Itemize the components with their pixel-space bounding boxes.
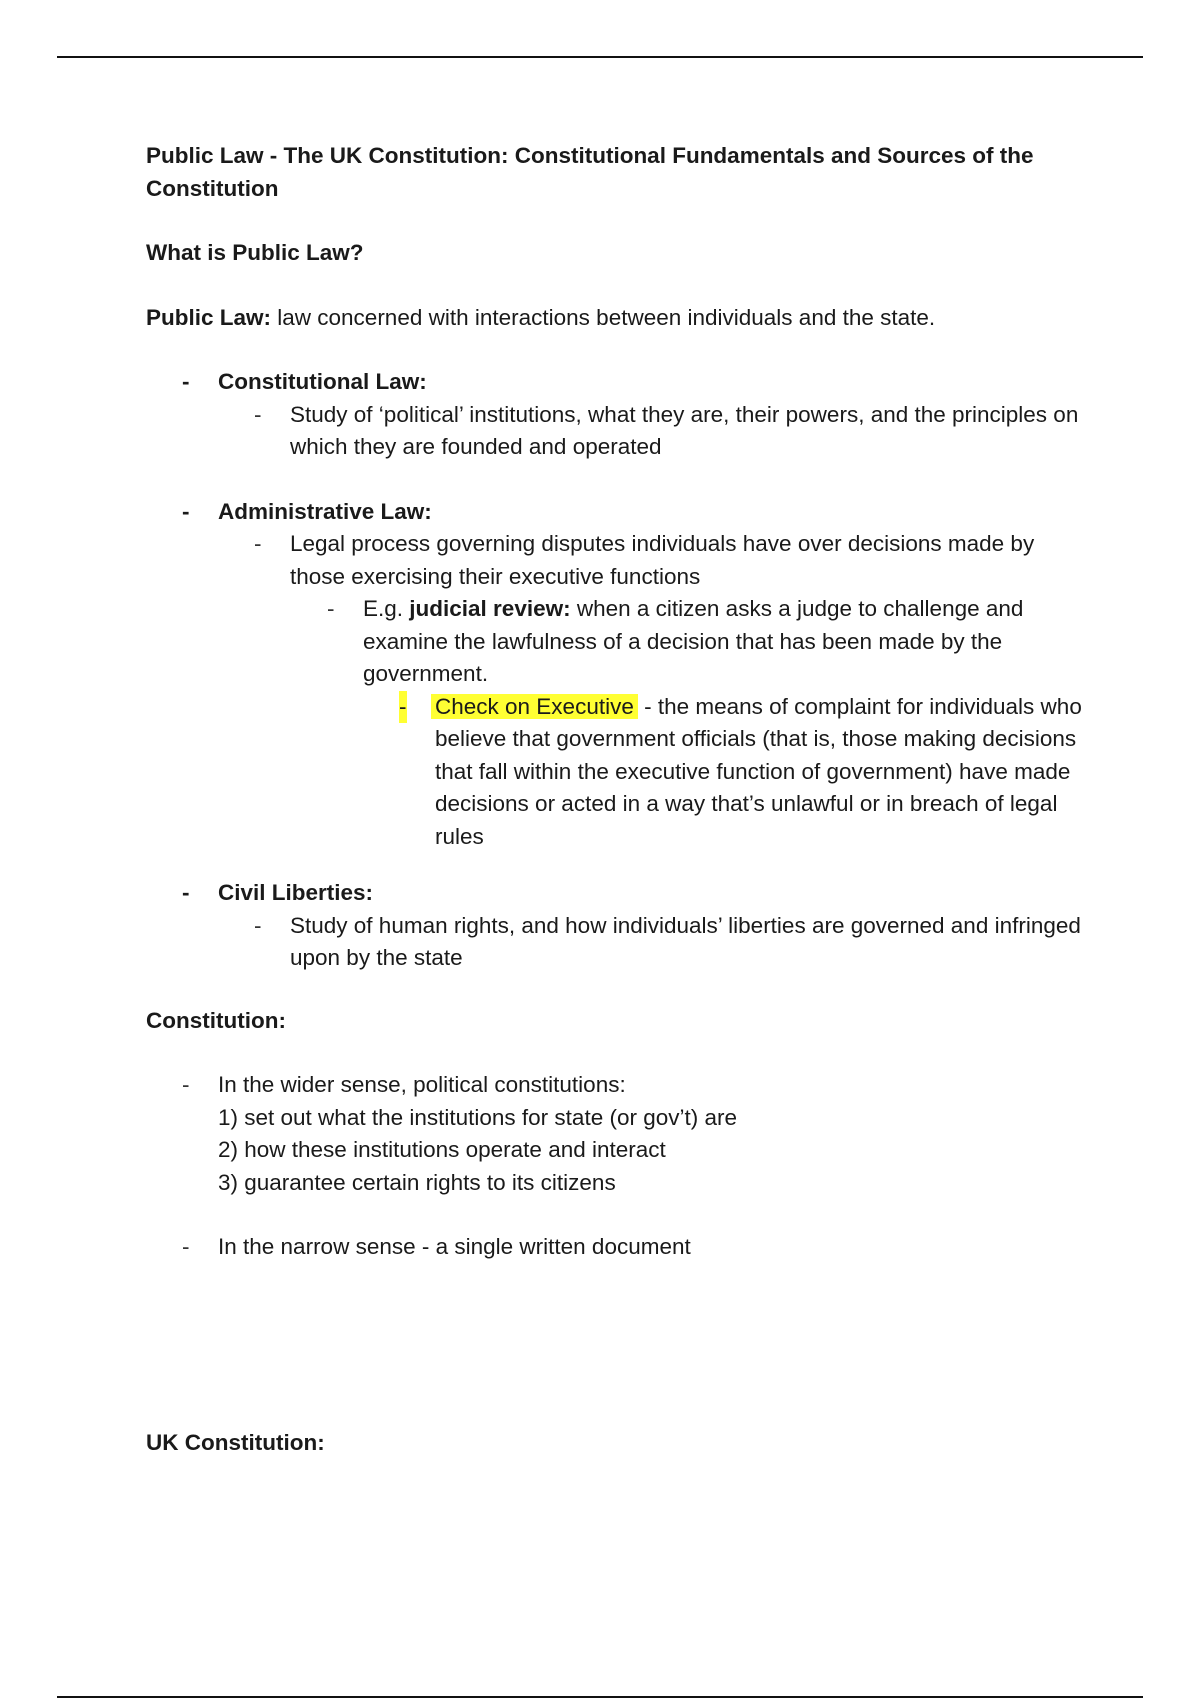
check-on-executive-point <box>399 691 1086 854</box>
bullet-dash: - <box>254 912 262 938</box>
bullet-dash: - <box>327 596 335 621</box>
public-law-definition <box>146 302 1086 335</box>
bullet-dash: - <box>182 1072 190 1097</box>
constitution-wider-item-2: 2) how these institutions operate and interact <box>218 1137 666 1162</box>
constitution-narrow-item <box>182 1231 1086 1264</box>
administrative-law-item <box>182 496 1086 529</box>
civil-liberties-text: Study of human rights, and how individuals’ liberties are governed and infringed upon by the state <box>290 912 1081 970</box>
bottom-rule <box>57 1696 1143 1698</box>
bullet-dash: - <box>182 498 190 524</box>
administrative-law-text: Legal process governing disputes individuals have over decisions made by those exercising their executive functions <box>290 531 1035 589</box>
top-rule <box>57 56 1143 58</box>
bullet-dash: - <box>399 691 407 724</box>
constitution-narrow-text: In the narrow sense - a single written document <box>218 1234 691 1259</box>
constitutional-law-heading: Constitutional Law: <box>218 369 427 394</box>
judicial-review-example <box>327 593 1086 691</box>
administrative-law-heading: Administrative Law: <box>218 498 432 524</box>
example-prefix: E.g. <box>363 596 410 621</box>
constitution-wider-item-3: 3) guarantee certain rights to its citizens <box>218 1169 616 1195</box>
document-title: Public Law - The UK Constitution: Constitutional Fundamentals and Sources of the Constitution <box>146 143 1034 201</box>
bullet-dash: - <box>182 1234 190 1259</box>
bullet-dash: - <box>182 880 190 905</box>
constitution-wider-item <box>182 1069 1086 1199</box>
check-on-executive-text: - the means of complaint for individuals who believe that government officials (that is, those making decisions that fall within the executive function of government) have made decisions or acted in a way that’s unlawful or in breach of legal rules <box>435 693 1082 849</box>
constitutional-law-item <box>182 366 1086 399</box>
section-heading-public-law: What is Public Law? <box>146 240 364 265</box>
highlighted-term: Check on Executive <box>431 694 638 719</box>
constitution-heading: Constitution: <box>146 1007 286 1033</box>
bullet-dash: - <box>182 369 190 394</box>
constitution-wider-item-1: 1) set out what the institutions for state (or gov’t) are <box>218 1104 737 1130</box>
public-law-text: law concerned with interactions between individuals and the state. <box>271 304 936 330</box>
public-law-term: Public Law: <box>146 304 272 330</box>
civil-liberties-item <box>182 877 1086 910</box>
constitutional-law-point <box>254 399 1086 464</box>
administrative-law-point <box>254 528 1086 593</box>
constitutional-law-text: Study of ‘political’ institutions, what they are, their powers, and the principles on which they are founded and operated <box>290 401 1079 459</box>
document-body <box>146 140 1086 1491</box>
civil-liberties-point <box>254 910 1086 975</box>
judicial-review-text: when a citizen asks a judge to challenge and examine the lawfulness of a decision that has been made by the government. <box>363 596 1024 686</box>
uk-constitution-heading: UK Constitution: <box>146 1429 325 1455</box>
judicial-review-term: judicial review: <box>409 596 571 621</box>
bullet-dash: - <box>254 401 262 427</box>
constitution-wider-intro: In the wider sense, political constitutions: <box>218 1072 626 1097</box>
civil-liberties-heading: Civil Liberties: <box>218 880 374 905</box>
bullet-dash: - <box>254 531 262 556</box>
